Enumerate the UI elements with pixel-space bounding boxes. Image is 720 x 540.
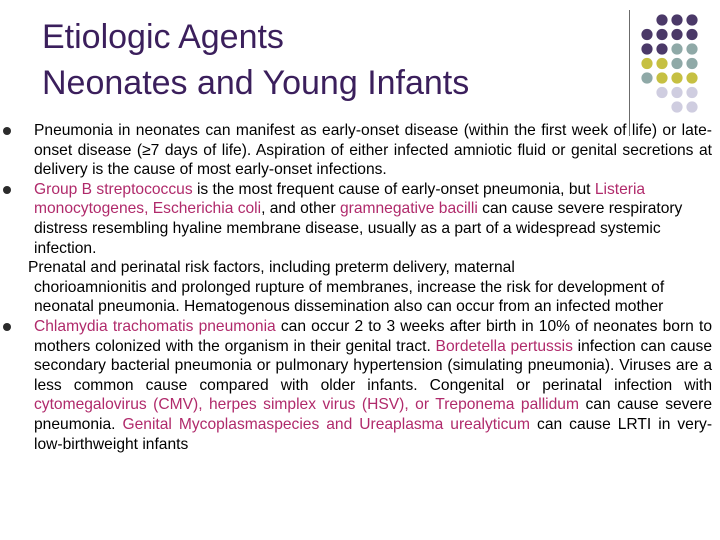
highlight-term: cytomegalovirus (CMV), herpes simplex virus (HSV), or Treponema pallidum: [34, 396, 579, 414]
decorative-dot: [656, 72, 667, 83]
decorative-dot: [671, 29, 682, 40]
decorative-dot: [656, 29, 667, 40]
decorative-dot: [671, 101, 682, 112]
decorative-dot: [641, 58, 652, 69]
slide-title: [42, 14, 602, 106]
decorative-dot: [686, 72, 697, 83]
highlight-term: Chlamydia trachomatis pneumonia: [34, 317, 276, 335]
bullet-dot: [3, 186, 11, 194]
bullet-item-3: [0, 317, 716, 454]
decorative-dot: [656, 58, 667, 69]
decorative-dot: [686, 58, 697, 69]
bullet-item-2: [0, 180, 716, 258]
highlight-term: Genital Mycoplasmaspecies and Ureaplasma urealyticum: [122, 415, 531, 433]
decorative-dot-grid: [640, 14, 720, 114]
title-line-1: Etiologic Agents: [42, 18, 284, 56]
highlight-term: Group B streptococcus: [34, 180, 193, 198]
bullet-text: Pneumonia in neonates can manifest as early-onset disease (within the first week of life) or late-onset disease (≥7 days of life). Aspiration of either infected amniotic fluid or genital secretions at delivery is the cause of most early-onset infections.: [34, 122, 712, 179]
highlight-term: Bordetella pertussis: [435, 337, 573, 355]
decorative-dot: [686, 43, 697, 54]
decorative-dot: [656, 14, 667, 25]
decorative-dot: [671, 58, 682, 69]
decorative-dot: [656, 87, 667, 98]
highlight-term: Listeria monocytogenes, Escherichia coli: [34, 180, 646, 218]
slide-body: [0, 121, 716, 454]
decorative-dot: [686, 29, 697, 40]
bullet-text: Group B streptococcus is the most frequent cause of early-onset pneumonia, but Listeria monocytogenes, Escherichia coli, and other gramnegative bacilli can cause severe respiratory distress resembling hyaline membrane disease, usually as a part of a widespread systemic infection.: [34, 180, 683, 257]
title-line-2: Neonates and Young Infants: [42, 64, 470, 102]
decorative-dot: [641, 72, 652, 83]
highlight-term: gramnegative bacilli: [339, 200, 478, 218]
decorative-dot: [641, 29, 652, 40]
decorative-dot: [641, 43, 652, 54]
decorative-dot: [671, 87, 682, 98]
decorative-dot: [671, 72, 682, 83]
divider-line: [629, 10, 630, 136]
paragraph-risk-factors: [0, 258, 716, 317]
decorative-dot: [656, 43, 667, 54]
bullet-item-1: [0, 121, 716, 180]
decorative-dot: [686, 101, 697, 112]
decorative-dot: [686, 14, 697, 25]
decorative-dot: [686, 87, 697, 98]
decorative-dot: [671, 43, 682, 54]
bullet-dot: [3, 323, 11, 331]
decorative-dot: [671, 14, 682, 25]
paragraph-text: Prenatal and perinatal risk factors, including preterm delivery, maternal chorioamnionitis and prolonged rupture of membranes, increase the risk for development of neonatal pneumonia. Hematogenous dissemination also can occur from an infected mother: [28, 259, 665, 316]
bullet-text: Chlamydia trachomatis pneumonia can occur 2 to 3 weeks after birth in 10% of neonates born to mothers colonized with the organism in their genital tract. Bordetella pertussis infection can cause secondary bacterial pneumonia or pulmonary hypertension (simulating pneumonia). Viruses are a less common cause compared with older infants. Congenital or perinatal infection with cytomegalovirus (CMV), herpes simplex virus (HSV), or Treponema pallidum can cause severe pneumonia. Genital Mycoplasmaspecies and Ureaplasma urealyticum can cause LRTI in very-low-birthweight infants: [34, 317, 713, 453]
bullet-dot: [3, 127, 11, 135]
